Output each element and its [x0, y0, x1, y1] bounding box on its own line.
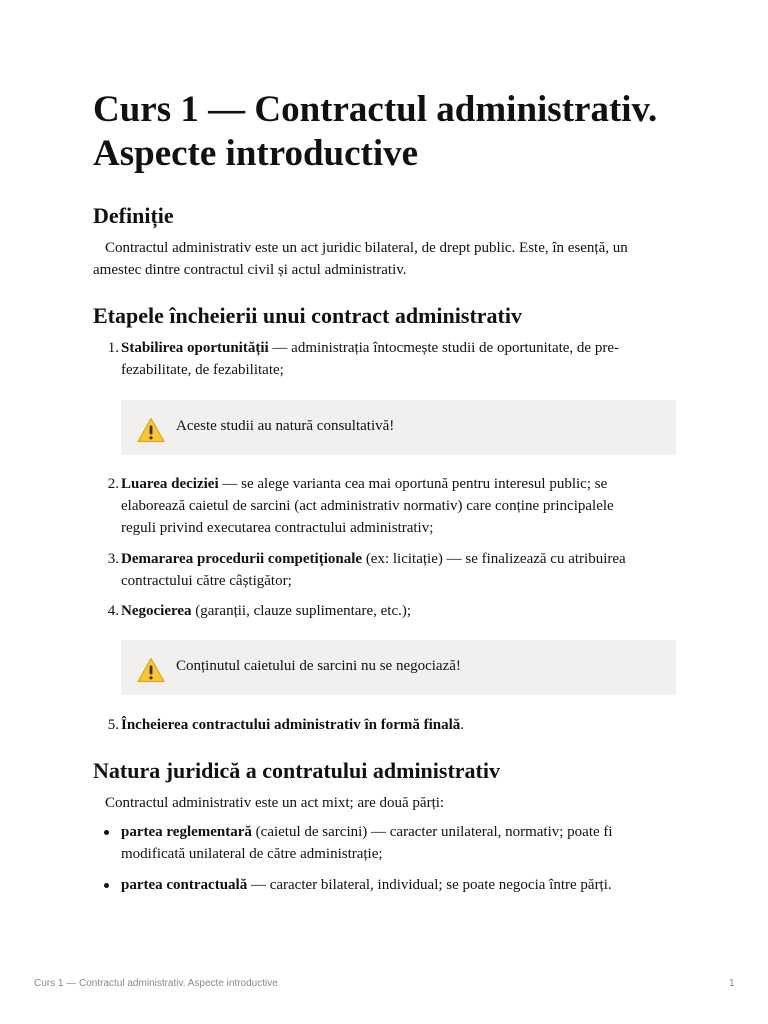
list-number: 5. [107, 717, 119, 733]
list-number: 1. [107, 340, 119, 356]
definitie-paragraph: Contractul administrativ este un act juridic bilateral, de drept public. Este, în esență, un amestec dintre contractul civil și actul administrativ. [93, 240, 628, 278]
list-item-text: (caietul de sarcini) — caracter unilateral, normativ; poate fi modificată unilateral de către administrație; [121, 824, 613, 862]
heading-etape: Etapele încheierii unui contract administrativ [93, 303, 522, 328]
heading-natura-juridica: Natura juridică a contratului administrativ [93, 758, 500, 783]
footer-title: Curs 1 — Contractul administrativ. Aspecte introductive [34, 978, 278, 989]
warning-callout [121, 640, 676, 695]
warning-callout [121, 400, 676, 455]
list-item-etapa-4 [107, 600, 651, 622]
warning-icon [137, 417, 165, 443]
bullet-item-parte-contractuala [121, 874, 651, 896]
list-item-bold: Stabilirea oportunității [121, 340, 269, 356]
warning-callout-text: Aceste studii au natură consultativă! [176, 418, 395, 434]
heading-definitie: Definiție [93, 203, 174, 228]
list-item-text: — administrația întocmește studii de oportunitate, de pre-fezabilitate, de fezabilitate; [121, 340, 619, 378]
list-item-etapa-3 [107, 548, 651, 592]
page-title-line-2: Aspecte introductive [93, 133, 419, 174]
list-item-bold: Demararea procedurii competiționale [121, 551, 363, 567]
natura-intro: Contractul administrativ este un act mixt; are două părți: [105, 795, 445, 811]
list-item-etapa-5 [107, 714, 651, 736]
list-item-text: — caracter bilateral, individual; se poate negocia între părți. [247, 877, 612, 893]
bullet-dot [104, 830, 109, 835]
list-number: 2. [107, 476, 119, 492]
bullet-dot [104, 883, 109, 888]
bullet-item-parte-reglementara [121, 821, 651, 865]
page-title-line-1: Curs 1 — Contractul administrativ. [93, 89, 658, 130]
list-item-text: — se alege varianta cea mai oportună pentru interesul public; se elaborează caietul de sarcini (act administrativ normativ) care conține principalele reguli privind executarea contractului administrativ; [121, 476, 614, 536]
footer-page-number: 1 [729, 978, 735, 989]
list-item-bold: partea contractuală [121, 877, 248, 893]
list-number: 4. [107, 603, 119, 619]
warning-callout-text: Conținutul caietului de sarcini nu se negociază! [176, 658, 461, 674]
list-item-etapa-1 [107, 337, 651, 381]
warning-icon [137, 657, 165, 683]
list-item-etapa-2 [107, 473, 651, 539]
list-item-text: (garanții, clauze suplimentare, etc.); [191, 603, 412, 619]
page-title [93, 88, 693, 176]
list-item-bold: Luarea deciziei [121, 476, 219, 492]
list-item-bold: Încheierea contractului administrativ în formă finală [121, 717, 461, 733]
list-item-bold: partea reglementară [121, 824, 252, 840]
list-item-text: . [460, 717, 465, 733]
list-item-bold: Negocierea [121, 603, 192, 619]
list-number: 3. [107, 551, 119, 567]
list-item-text: (ex: licitație) — se finalizează cu atribuirea contractului către câștigător; [121, 551, 626, 589]
